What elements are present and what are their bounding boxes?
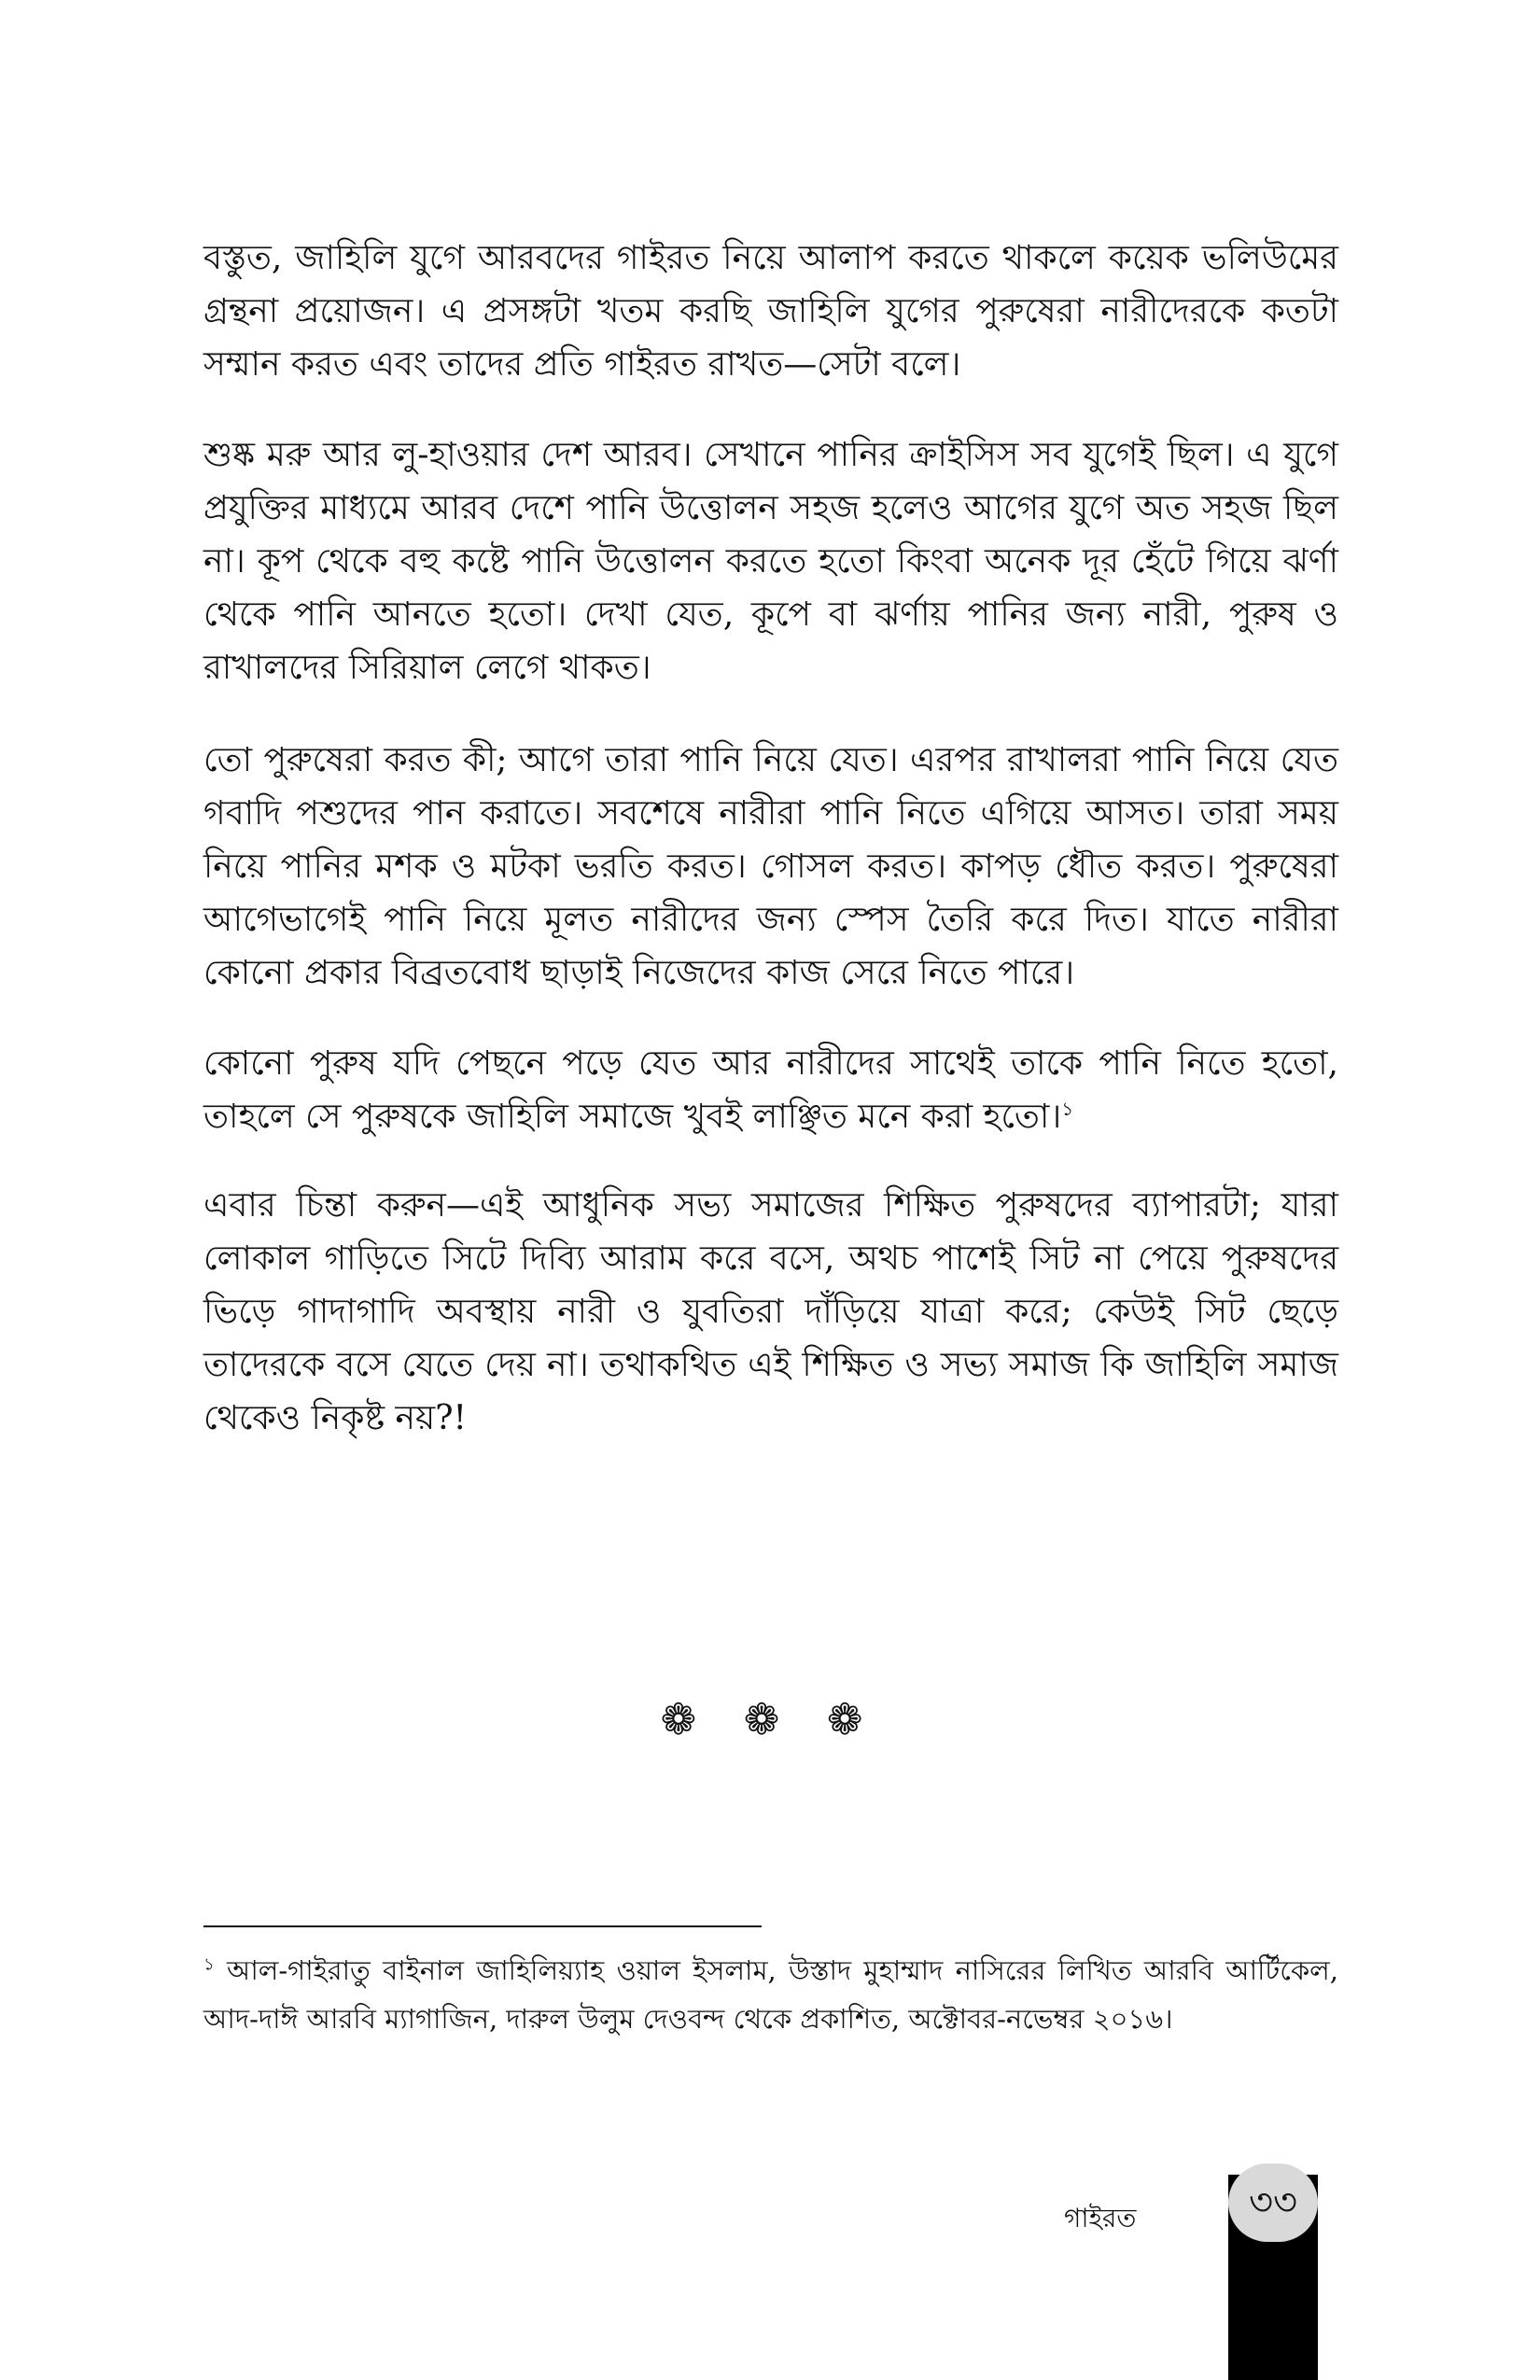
footnote-separator [203, 1925, 762, 1927]
running-title: গাইরত [1064, 2203, 1137, 2233]
paragraph-4 [203, 1037, 1338, 1143]
paragraph-5: এবার চিন্তা করুন—এই আধুনিক সভ্য সমাজের শিক্ষিত পুরুষদের ব্যাপারটা; যারা লোকাল গাড়িতে সিটে দিব্যি আরাম করে বসে, অথচ পাশেই সিট না পেয়ে পুরুষদের ভিড়ে গাদাগাদি অবস্থায় নারী ও যুবতিরা দাঁড়িয়ে যাত্রা করে; কেউই সিট ছেড়ে তাদেরকে বসে যেতে দেয় না। তথাকথিত এই শিক্ষিত ও সভ্য সমাজ কি জাহিলি সমাজ থেকেও নিকৃষ্ট নয়?! [203, 1186, 1338, 1437]
footnote-text: আল-গাইরাতু বাইনাল জাহিলিয়্যাহ ওয়াল ইসলাম, উস্তাদ মুহাম্মাদ নাসিরের লিখিত আরবি আর্টিকেল, আদ-দাঈ আরবি ম্যাগাজিন, দারুল উলুম দেওবন্দ থেকে প্রকাশিত, অক্টোবর-নভেম্বর ২০১৬। [203, 1954, 1338, 2035]
footnote [203, 1946, 1338, 2043]
section-break-ornament: ❁ ❁ ❁ [660, 1694, 880, 1744]
body-text [203, 231, 1338, 1488]
paragraph-2: শুষ্ক মরু আর লু-হাওয়ার দেশ আরব। সেখানে পানির ক্রাইসিস সব যুগেই ছিল। এ যুগে প্রযুক্তির মাধ্যমে আরব দেশে পানি উত্তোলন সহজ হলেও আগের যুগে অত সহজ ছিল না। কূপ থেকে বহু কষ্টে পানি উত্তোলন করতে হতো কিংবা অনেক দূর হেঁটে গিয়ে ঝর্ণা থেকে পানি আনতে হতো। দেখা যেত, কূপে বা ঝর্ণায় পানির জন্য নারী, পুরুষ ও রাখালদের সিরিয়াল লেগে থাকত। [203, 436, 1338, 687]
paragraph-3: তো পুরুষেরা করত কী; আগে তারা পানি নিয়ে যেত। এরপর রাখালরা পানি নিয়ে যেত গবাদি পশুদের পান করাতে। সবশেষে নারীরা পানি নিতে এগিয়ে আসত। তারা সময় নিয়ে পানির মশক ও মটকা ভরতি করত। গোসল করত। কাপড় ধৌত করত। পুরুষেরা আগেভাগেই পানি নিয়ে মূলত নারীদের জন্য স্পেস তৈরি করে দিত। যাতে নারীরা কোনো প্রকার বিব্রতবোধ ছাড়াই নিজেদের কাজ সেরে নিতে পারে। [203, 741, 1338, 992]
page-number: ৩৩ [1228, 2163, 1318, 2242]
paragraph-4-text: কোনো পুরুষ যদি পেছনে পড়ে যেত আর নারীদের সাথেই তাকে পানি নিতে হতো, তাহলে সে পুরুষকে জাহিলি সমাজে খুবই লাঞ্ছিত মনে করা হতো। [203, 1044, 1338, 1136]
paragraph-1: বস্তুত, জাহিলি যুগে আরবদের গাইরত নিয়ে আলাপ করতে থাকলে কয়েক ভলিউমের গ্রন্থনা প্রয়োজন। এ প্রসঙ্গটা খতম করছি জাহিলি যুগের পুরুষেরা নারীদেরকে কতটা সম্মান করত এবং তাদের প্রতি গাইরত রাখত—সেটা বলে। [203, 239, 1338, 384]
footnote-marker: ১ [203, 1954, 215, 1975]
footnote-reference[interactable]: ১ [1061, 1098, 1074, 1120]
